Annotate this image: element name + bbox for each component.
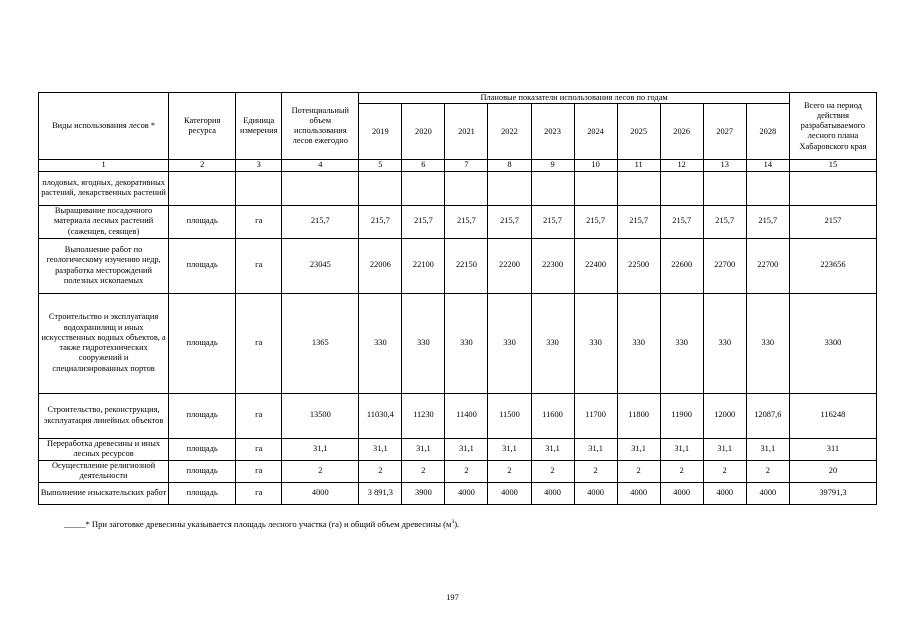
row-total: 20 (789, 460, 876, 482)
header-year: 2028 (746, 104, 789, 160)
column-number-cell: 3 (236, 160, 282, 171)
row-total: 2157 (789, 205, 876, 238)
row-year-value: 215,7 (617, 205, 660, 238)
row-year-value: 31,1 (574, 438, 617, 460)
forest-use-plan-table (38, 92, 877, 505)
header-year: 2019 (359, 104, 402, 160)
table-row (39, 438, 877, 460)
row-year-value: 11600 (531, 393, 574, 438)
row-unit: га (236, 238, 282, 293)
row-category: площадь (169, 393, 236, 438)
table-row (39, 171, 877, 205)
row-year-value (488, 171, 531, 205)
row-year-value (531, 171, 574, 205)
row-unit: га (236, 205, 282, 238)
row-year-value: 4000 (617, 482, 660, 504)
table-row (39, 238, 877, 293)
header-potential: Потенциальный объем использования лесов ежегодно (282, 93, 359, 160)
column-number-cell: 11 (617, 160, 660, 171)
row-total: 223656 (789, 238, 876, 293)
row-year-value (703, 171, 746, 205)
row-year-value: 31,1 (445, 438, 488, 460)
row-year-value: 4000 (445, 482, 488, 504)
row-category: площадь (169, 205, 236, 238)
row-year-value: 31,1 (703, 438, 746, 460)
row-year-value: 11800 (617, 393, 660, 438)
row-category: площадь (169, 460, 236, 482)
header-use-type: Виды использования лесов * (39, 93, 169, 160)
table-row (39, 393, 877, 438)
row-potential: 13500 (282, 393, 359, 438)
row-potential: 1365 (282, 293, 359, 393)
row-year-value: 31,1 (531, 438, 574, 460)
row-unit (236, 171, 282, 205)
header-year: 2020 (402, 104, 445, 160)
row-year-value (617, 171, 660, 205)
row-category: площадь (169, 438, 236, 460)
row-category: площадь (169, 238, 236, 293)
row-use-type: Строительство, реконструкция, эксплуатация линейных объектов (39, 393, 169, 438)
row-year-value (402, 171, 445, 205)
table-row (39, 460, 877, 482)
column-number-cell: 9 (531, 160, 574, 171)
header-category: Категория ресурса (169, 93, 236, 160)
row-unit: га (236, 460, 282, 482)
row-year-value: 12000 (703, 393, 746, 438)
row-year-value: 4000 (703, 482, 746, 504)
row-year-value: 215,7 (445, 205, 488, 238)
row-year-value: 31,1 (746, 438, 789, 460)
row-year-value: 215,7 (703, 205, 746, 238)
column-number-cell: 15 (789, 160, 876, 171)
row-unit: га (236, 393, 282, 438)
row-year-value: 11030,4 (359, 393, 402, 438)
row-use-type: Осуществление религиозной деятельности (39, 460, 169, 482)
column-number-cell: 8 (488, 160, 531, 171)
column-number-cell: 6 (402, 160, 445, 171)
row-unit: га (236, 438, 282, 460)
footnote-tail: ). (454, 519, 460, 529)
row-year-value: 22500 (617, 238, 660, 293)
row-year-value: 215,7 (574, 205, 617, 238)
row-year-value: 2 (703, 460, 746, 482)
page-number: 197 (446, 593, 459, 602)
row-year-value: 12087,6 (746, 393, 789, 438)
row-year-value: 31,1 (488, 438, 531, 460)
header-unit: Единица измерения (236, 93, 282, 160)
row-year-value: 330 (660, 293, 703, 393)
column-number-cell: 13 (703, 160, 746, 171)
column-number-cell: 1 (39, 160, 169, 171)
row-category: площадь (169, 293, 236, 393)
row-year-value: 31,1 (402, 438, 445, 460)
row-year-value: 4000 (531, 482, 574, 504)
row-year-value: 330 (746, 293, 789, 393)
row-year-value (574, 171, 617, 205)
row-year-value: 330 (359, 293, 402, 393)
row-year-value: 215,7 (746, 205, 789, 238)
column-number-cell: 5 (359, 160, 402, 171)
row-potential: 4000 (282, 482, 359, 504)
row-potential (282, 171, 359, 205)
row-year-value: 3 891,3 (359, 482, 402, 504)
row-use-type: Выполнение изыскательских работ (39, 482, 169, 504)
row-total: 116248 (789, 393, 876, 438)
header-year: 2026 (660, 104, 703, 160)
row-potential: 215,7 (282, 205, 359, 238)
row-year-value: 22600 (660, 238, 703, 293)
row-year-value: 2 (617, 460, 660, 482)
column-number-cell: 14 (746, 160, 789, 171)
row-year-value: 31,1 (660, 438, 703, 460)
row-year-value: 215,7 (359, 205, 402, 238)
column-number-cell: 2 (169, 160, 236, 171)
row-year-value: 31,1 (617, 438, 660, 460)
row-use-type: Строительство и эксплуатация водохранилищ и иных искусственных водных объектов, а также гидротехнических сооружений и специализированных портов (39, 293, 169, 393)
row-unit: га (236, 482, 282, 504)
row-year-value: 2 (359, 460, 402, 482)
row-year-value: 11500 (488, 393, 531, 438)
row-year-value: 330 (574, 293, 617, 393)
row-year-value (445, 171, 488, 205)
row-year-value: 215,7 (531, 205, 574, 238)
row-category (169, 171, 236, 205)
row-total: 39791,3 (789, 482, 876, 504)
row-year-value: 330 (617, 293, 660, 393)
row-year-value: 215,7 (660, 205, 703, 238)
row-year-value: 22200 (488, 238, 531, 293)
row-year-value: 11230 (402, 393, 445, 438)
row-year-value: 22700 (746, 238, 789, 293)
row-potential: 31,1 (282, 438, 359, 460)
row-year-value: 4000 (746, 482, 789, 504)
row-use-type: плодовых, ягодных, декоративных растений, лекарственных растений (39, 171, 169, 205)
row-year-value: 4000 (574, 482, 617, 504)
row-year-value: 2 (445, 460, 488, 482)
footnote-superscript: 3 (451, 519, 455, 526)
row-year-value: 330 (445, 293, 488, 393)
row-year-value: 11400 (445, 393, 488, 438)
row-year-value: 22150 (445, 238, 488, 293)
row-year-value (660, 171, 703, 205)
row-year-value: 3900 (402, 482, 445, 504)
row-year-value: 11900 (660, 393, 703, 438)
header-planned-group: Плановые показатели использования лесов по годам (359, 93, 790, 104)
row-year-value: 22400 (574, 238, 617, 293)
row-year-value (746, 171, 789, 205)
row-total: 3300 (789, 293, 876, 393)
row-use-type: Выполнение работ по геологическому изучению недр, разработка месторождений полезных ископаемых (39, 238, 169, 293)
table-row (39, 482, 877, 504)
table-row (39, 205, 877, 238)
row-potential: 2 (282, 460, 359, 482)
row-use-type: Переработка древесины и иных лесных ресурсов (39, 438, 169, 460)
row-year-value: 2 (488, 460, 531, 482)
column-number-cell: 4 (282, 160, 359, 171)
row-potential: 23045 (282, 238, 359, 293)
row-year-value: 330 (488, 293, 531, 393)
row-year-value: 215,7 (402, 205, 445, 238)
row-use-type: Выращивание посадочного материала лесных растений (саженцев, сеянцев) (39, 205, 169, 238)
header-year: 2024 (574, 104, 617, 160)
column-number-cell: 10 (574, 160, 617, 171)
column-number-cell: 7 (445, 160, 488, 171)
column-number-cell: 12 (660, 160, 703, 171)
row-category: площадь (169, 482, 236, 504)
row-year-value: 4000 (660, 482, 703, 504)
row-total: 311 (789, 438, 876, 460)
footnote (64, 519, 459, 529)
footnote-text: _____* При заготовке древесины указывается площадь лесного участка (га) и общий объем древесины (м (64, 519, 452, 529)
row-year-value: 2 (531, 460, 574, 482)
row-year-value: 2 (660, 460, 703, 482)
header-year: 2022 (488, 104, 531, 160)
table-row (39, 293, 877, 393)
row-year-value: 330 (703, 293, 746, 393)
header-year: 2023 (531, 104, 574, 160)
row-year-value: 22300 (531, 238, 574, 293)
header-year: 2027 (703, 104, 746, 160)
row-total (789, 171, 876, 205)
header-total: Всего на период действия разрабатываемого лесного плана Хабаровского края (789, 93, 876, 160)
row-year-value: 330 (531, 293, 574, 393)
row-year-value: 2 (746, 460, 789, 482)
row-year-value: 22700 (703, 238, 746, 293)
header-year: 2021 (445, 104, 488, 160)
row-year-value: 2 (574, 460, 617, 482)
row-year-value: 2 (402, 460, 445, 482)
header-year: 2025 (617, 104, 660, 160)
row-year-value (359, 171, 402, 205)
row-year-value: 215,7 (488, 205, 531, 238)
row-year-value: 4000 (488, 482, 531, 504)
row-year-value: 22006 (359, 238, 402, 293)
row-year-value: 31,1 (359, 438, 402, 460)
row-year-value: 22100 (402, 238, 445, 293)
row-year-value: 330 (402, 293, 445, 393)
row-unit: га (236, 293, 282, 393)
row-year-value: 11700 (574, 393, 617, 438)
